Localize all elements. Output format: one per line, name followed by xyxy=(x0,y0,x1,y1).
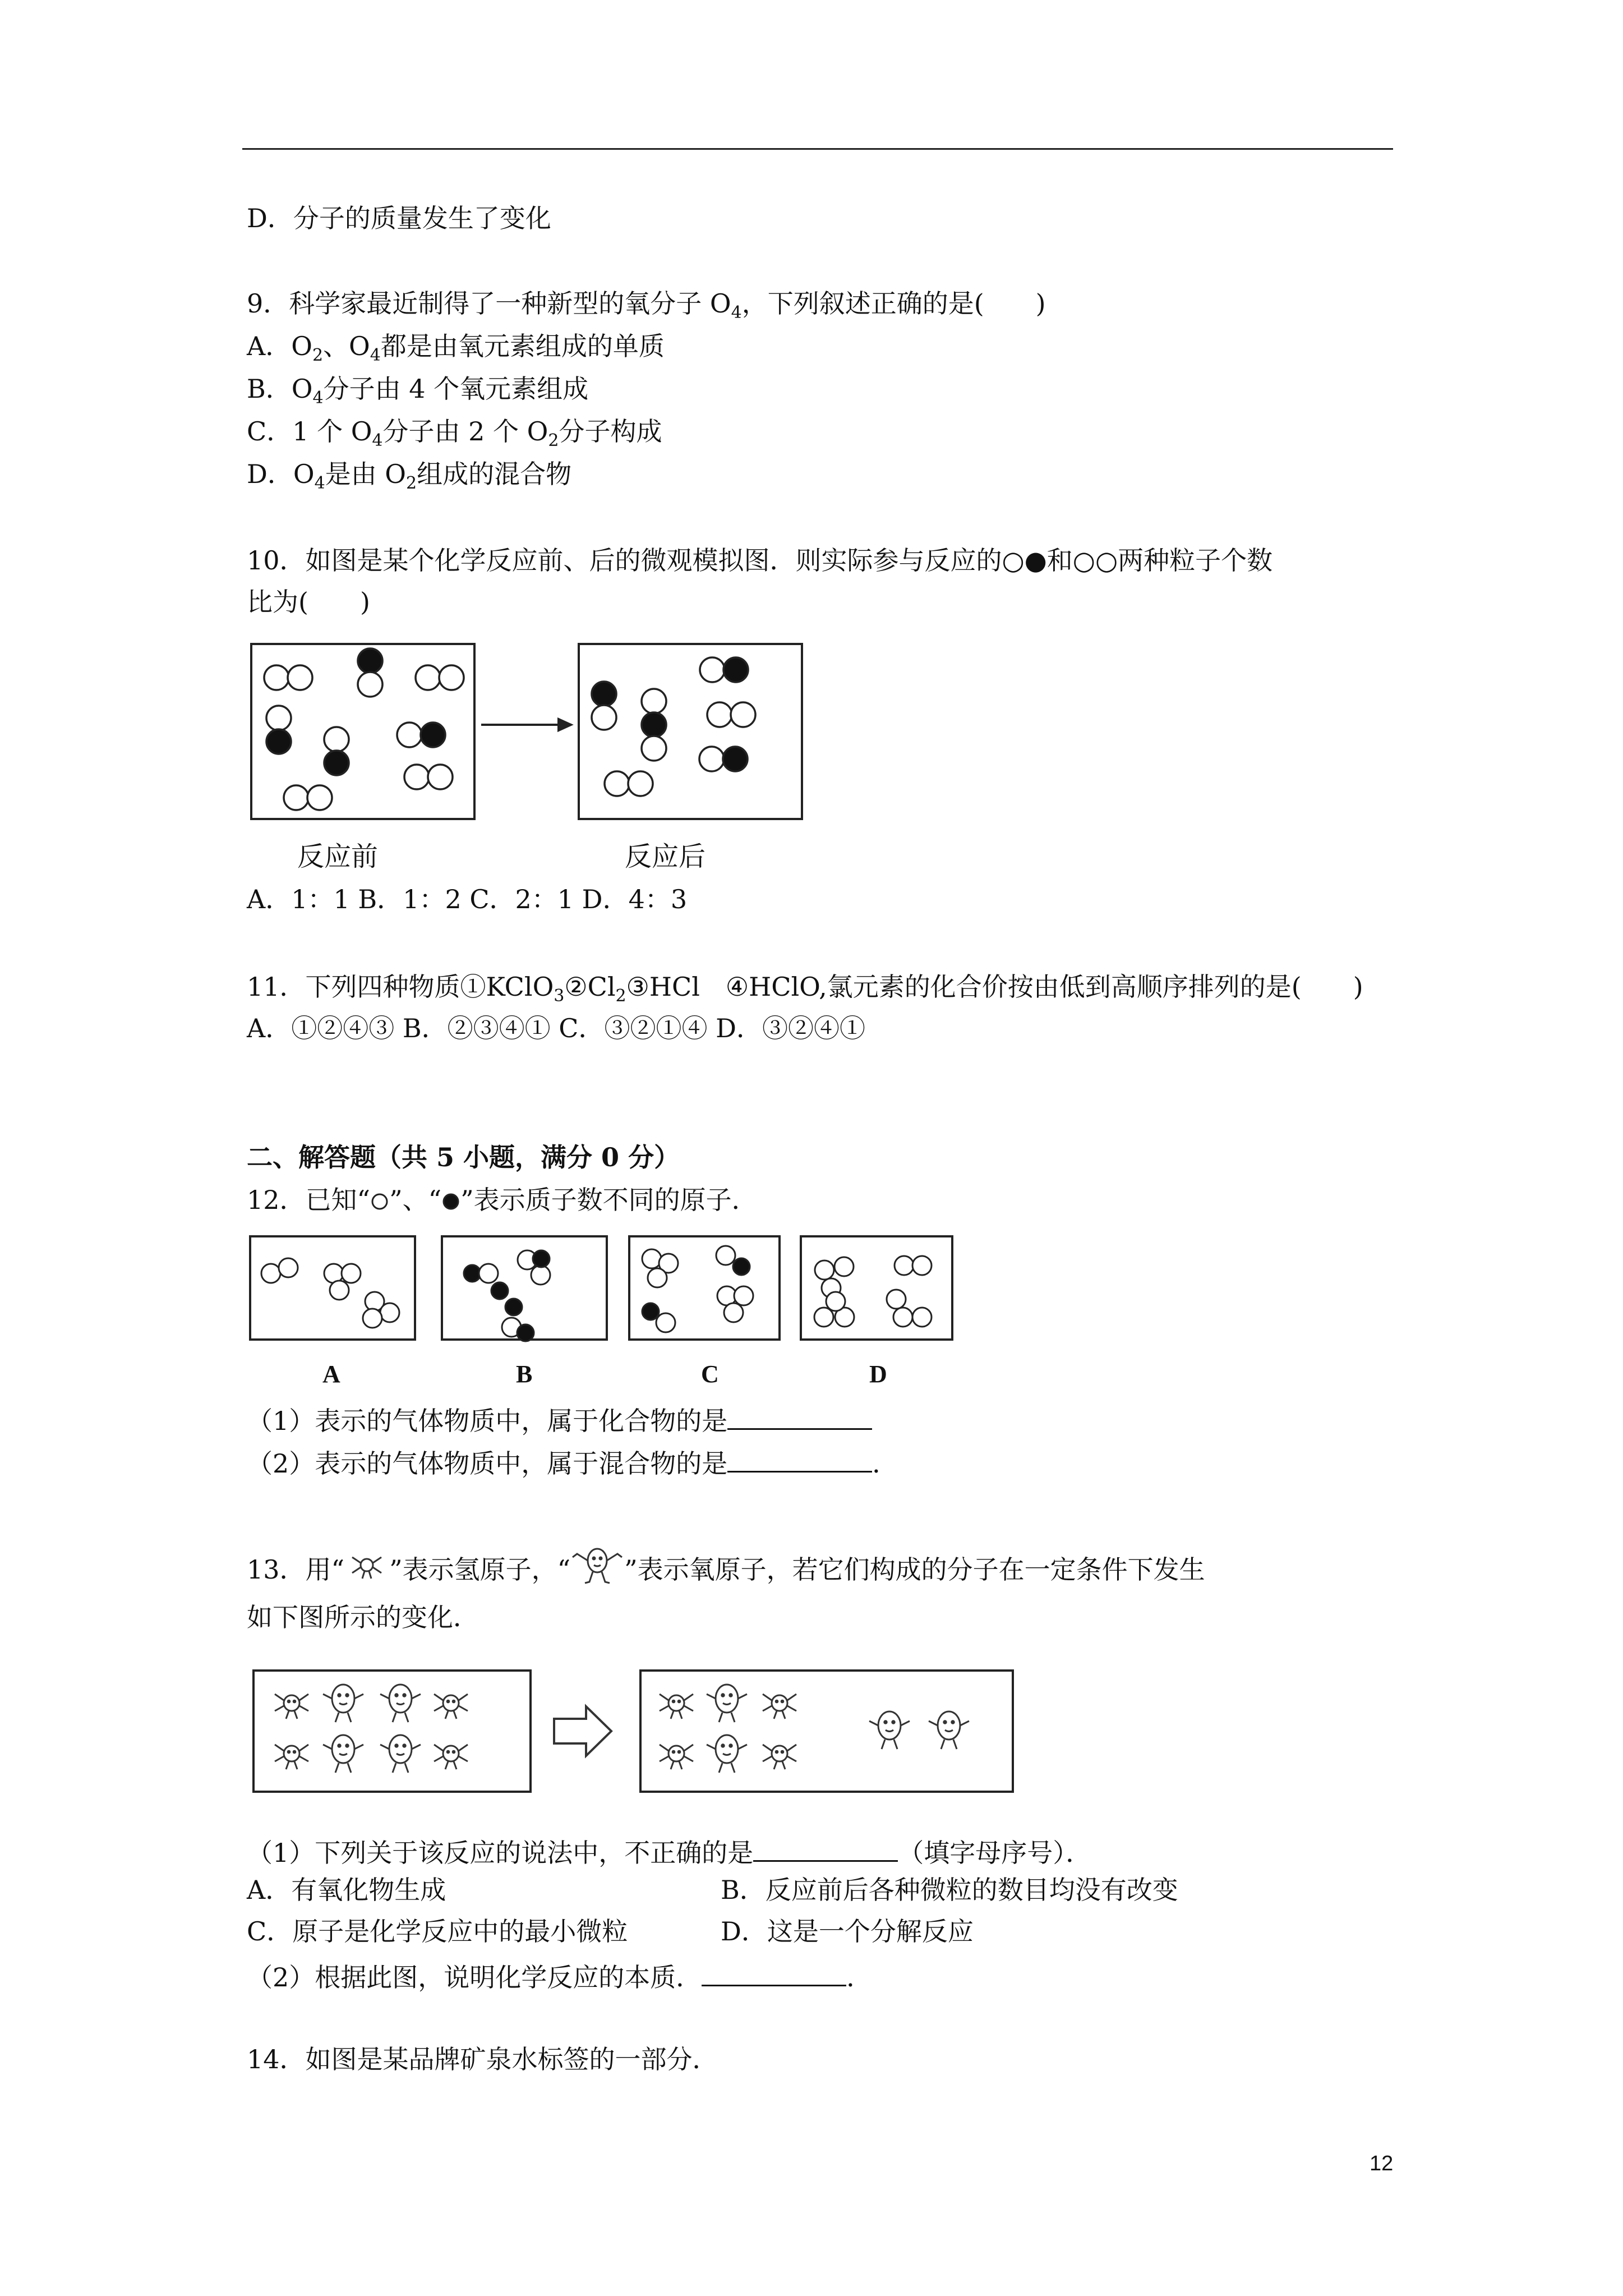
q13-stem-line2: 如下图所示的变化． xyxy=(247,1602,479,1632)
q10-reaction-diagram xyxy=(247,639,808,825)
q9-option-d: D．$O_4$是由 $O_2$组成的混合物 xyxy=(247,459,572,493)
hydrogen-atom-icon xyxy=(344,1550,389,1582)
hollow-arrow xyxy=(554,1706,611,1756)
q11-options: A．①②④③ B．②③④① C．③②①④ D．③②④① xyxy=(247,1013,865,1043)
q8-option-d: D．分子的质量发生了变化 xyxy=(247,203,551,233)
q13-option-b: B．反应前后各种微粒的数目均没有改变 xyxy=(721,1875,1178,1905)
q12-sub1: （1）表示的气体物质中，属于化合物的是 xyxy=(247,1404,872,1434)
q12-molecule-boxes xyxy=(247,1233,959,1345)
q9-stem: 9．科学家最近制得了一种新型的氧分子 $O_4$，下列叙述正确的是( ) xyxy=(247,288,1046,323)
q13-option-a: A．有氧化物生成 xyxy=(247,1875,446,1905)
caption-after: 反应后 xyxy=(625,841,706,872)
filled-atom-icon xyxy=(441,1192,460,1211)
q13-sub2: （2）根据此图，说明化学反应的本质． ． xyxy=(247,1960,872,1990)
q13-stem: 13．用“ ”表示氢原子，“ ”表示氧原子，若它们构成的分子在一定条件下发生 xyxy=(247,1544,1205,1586)
answer-blank[interactable] xyxy=(727,1404,872,1430)
page-number: 12 xyxy=(1370,2152,1394,2175)
q12-sub2: （2）表示的气体物质中，属于混合物的是 ． xyxy=(247,1446,898,1476)
after-box xyxy=(640,1671,1013,1792)
q13-reaction-diagram xyxy=(247,1664,1021,1798)
q10-stem-line2: 比为( ) xyxy=(247,587,370,617)
oxygen-atom-icon xyxy=(570,1544,624,1586)
answer-blank[interactable] xyxy=(702,1960,846,1986)
answer-blank[interactable] xyxy=(753,1835,898,1862)
arrow xyxy=(481,719,571,730)
header-rule xyxy=(242,148,1393,150)
q9-option-c: C．1 个 $O_4$分子由 2 个 $O_2$分子构成 xyxy=(247,416,662,450)
caption-before: 反应前 xyxy=(297,841,379,872)
open-atom-icon xyxy=(370,1192,389,1211)
q10-options: A．1：1 B．1：2 C．2：1 D．4：3 xyxy=(247,884,688,914)
q9-option-a: A．$O_2$、$O_4$都是由氧元素组成的单质 xyxy=(247,331,665,365)
q12-stem: 12．已知“ ”、“ ”表示质子数不同的原子． xyxy=(247,1185,758,1215)
q13-sub1: （1）下列关于该反应的说法中，不正确的是 （填字母序号）． xyxy=(247,1835,1091,1866)
answer-blank[interactable] xyxy=(727,1446,872,1473)
label-d: D xyxy=(869,1360,887,1388)
q10-stem-line1: 10．如图是某个化学反应前、后的微观模拟图．则实际参与反应的○●和○○两种粒子个数 xyxy=(247,545,1273,576)
label-c: C xyxy=(701,1360,719,1388)
section-title: 二、解答题（共 5 小题，满分 0 分） xyxy=(247,1142,680,1172)
q14-stem: 14．如图是某品牌矿泉水标签的一部分． xyxy=(247,2044,718,2074)
q13-option-d: D．这是一个分解反应 xyxy=(721,1916,974,1947)
label-a: A xyxy=(322,1360,340,1388)
q9-option-b: B．$O_4$分子由 4 个氧元素组成 xyxy=(247,374,589,408)
label-b: B xyxy=(516,1360,533,1388)
q13-option-c: C．原子是化学反应中的最小微粒 xyxy=(247,1916,628,1947)
q11-stem: 11．下列四种物质$①KClO_3②Cl_2③HCl$ ④HClO,氯元素的化合价按由低到高顺序排列的是( ) xyxy=(247,972,1363,1006)
